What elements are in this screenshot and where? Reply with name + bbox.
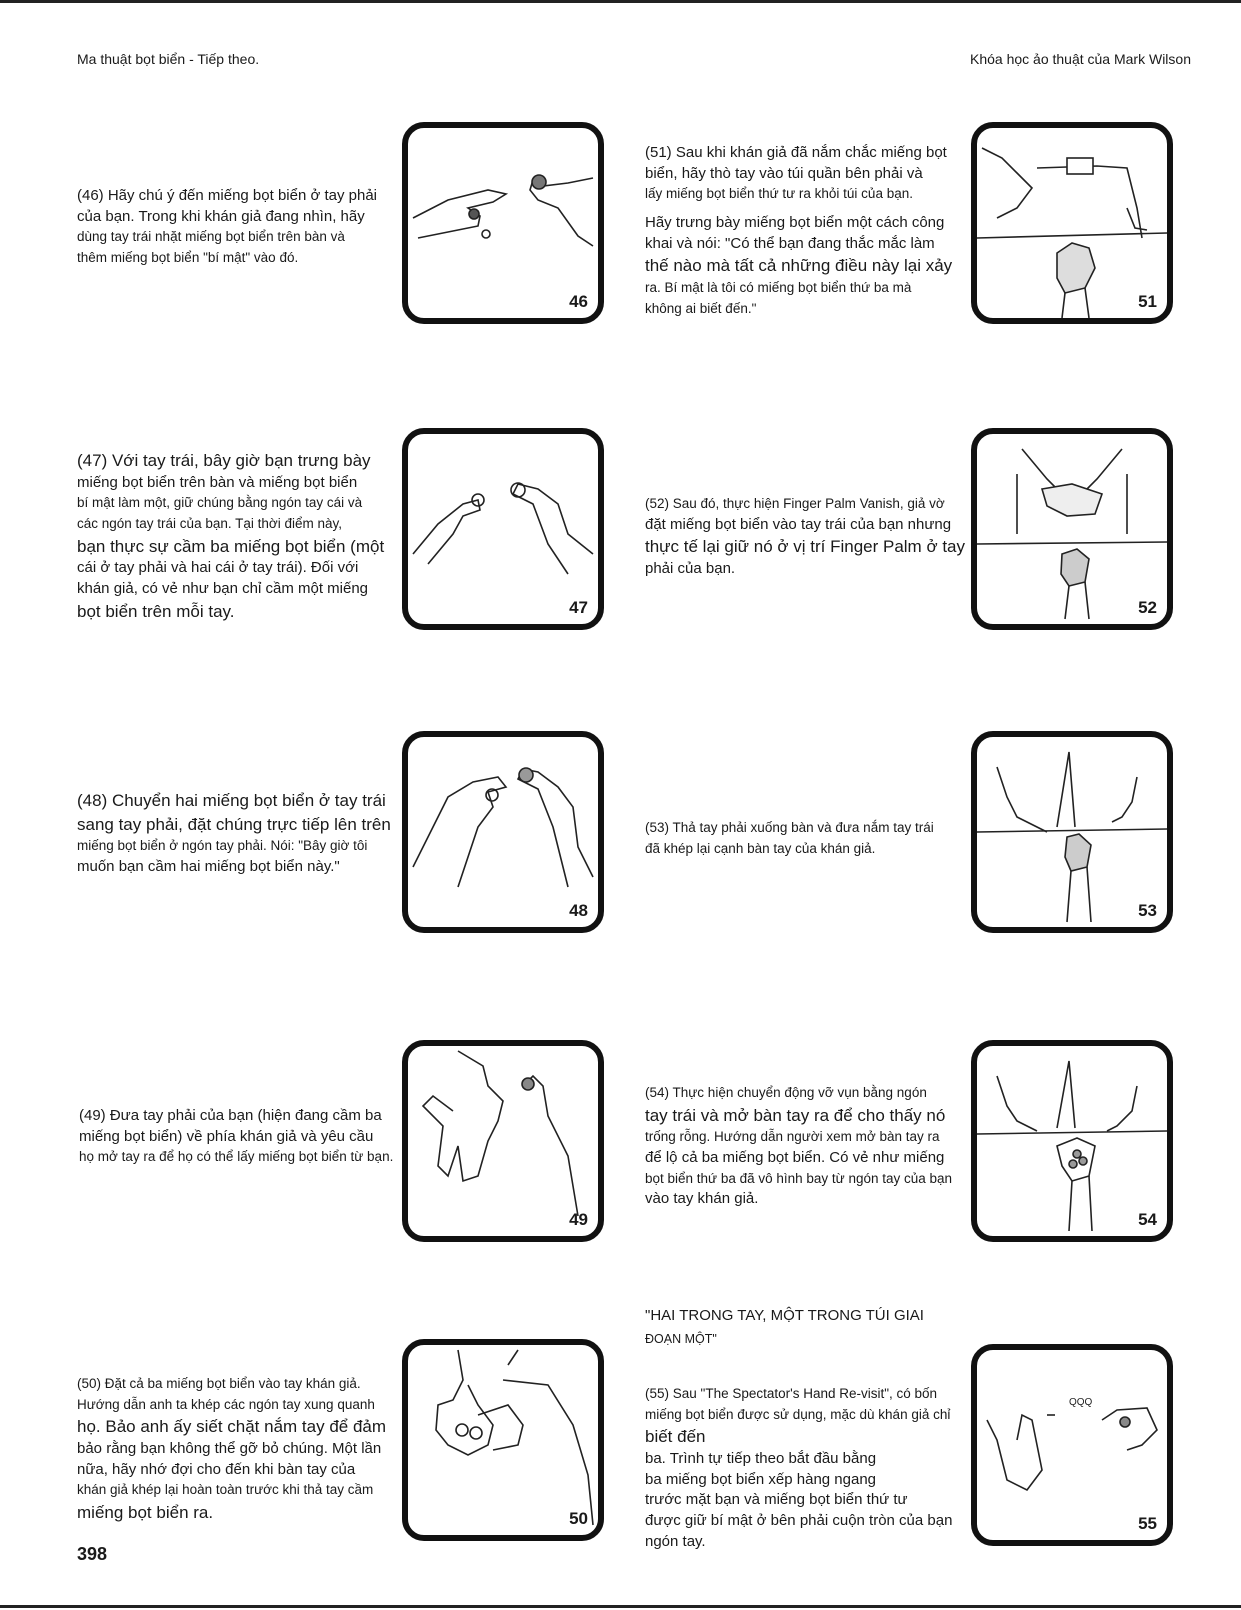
caption-line: bạn thực sự cầm ba miếng bọt biển (một xyxy=(77,536,385,556)
caption-line: khán giả khép lại hoàn toàn trước khi thả tay cầm xyxy=(77,1482,374,1498)
caption-line: các ngón tay trái của bạn. Tại thời điểm này, xyxy=(77,516,342,532)
running-header-right: Khóa học ảo thuật của Mark Wilson xyxy=(969,51,1191,67)
step-53-caption xyxy=(645,818,965,859)
caption-line: (49) Đưa tay phải của bạn (hiện đang cầm ba xyxy=(79,1107,382,1124)
figure-55-panel xyxy=(971,1344,1173,1546)
caption-line: vào tay khán giả. xyxy=(645,1190,759,1208)
step-50-caption xyxy=(77,1374,397,1525)
section-title xyxy=(645,1305,924,1350)
step-48-caption xyxy=(77,789,395,878)
caption-line: ba miếng bọt biển xếp hàng ngang xyxy=(645,1470,877,1488)
figure-54-number: 54 xyxy=(1138,1210,1157,1229)
caption-line: (53) Thả tay phải xuống bàn và đưa nắm tay trái xyxy=(645,820,934,835)
caption-line: để lộ cả ba miếng bọt biển. Có vẻ như miếng xyxy=(645,1149,945,1167)
figure-48-illustration xyxy=(408,737,598,927)
caption-line: phải của bạn. xyxy=(645,560,736,578)
caption-line: khán giả, có vẻ như bạn chỉ cầm một miếng xyxy=(77,580,369,598)
caption-line: họ mở tay ra để họ có thể lấy miếng bọt biển từ bạn. xyxy=(79,1149,394,1165)
caption-line: được giữ bí mật ở bên phải cuộn tròn của bạn xyxy=(645,1512,953,1530)
caption-line: của bạn. Trong khi khán giả đang nhìn, hãy xyxy=(77,207,365,225)
caption-line: đặt miếng bọt biển vào tay trái của bạn nhưng xyxy=(645,515,952,533)
caption-line: (55) Sau "The Spectator's Hand Re-visit", có bốn xyxy=(645,1386,938,1401)
figure-46-number: 46 xyxy=(569,292,588,311)
figure-51-number: 51 xyxy=(1138,292,1157,311)
step-47-caption xyxy=(77,449,395,624)
caption-line: ngón tay. xyxy=(645,1532,706,1550)
caption-line: tay trái và mở bàn tay ra để cho thấy nó xyxy=(645,1105,946,1125)
figure-48-panel xyxy=(402,731,604,933)
caption-line: sang tay phải, đặt chúng trực tiếp lên trên xyxy=(77,814,391,834)
caption-line: miếng bọt biển ra. xyxy=(77,1503,214,1523)
caption-line: (52) Sau đó, thực hiện Finger Palm Vanish, giả vờ xyxy=(645,496,945,511)
step-52-caption xyxy=(645,494,965,580)
caption-line: khai và nói: "Có thể bạn đang thắc mắc làm xyxy=(645,234,935,252)
figure-55-illustration xyxy=(977,1350,1167,1540)
caption-line: thực tế lại giữ nó ở vị trí Finger Palm ở tay xyxy=(645,537,965,557)
figure-47-illustration xyxy=(408,434,598,624)
figure-49-illustration xyxy=(408,1046,598,1236)
caption-line: miếng bọt biển trên bàn và miếng bọt biển xyxy=(77,473,358,491)
running-header-left: Ma thuật bọt biển - Tiếp theo. xyxy=(77,51,260,67)
figure-50-panel xyxy=(402,1339,604,1541)
figure-53-illustration xyxy=(977,737,1167,927)
step-46-caption xyxy=(77,186,382,269)
caption-line: trống rỗng. Hướng dẫn người xem mở bàn tay ra xyxy=(645,1129,940,1145)
figure-49-panel xyxy=(402,1040,604,1242)
figure-52-number: 52 xyxy=(1138,598,1157,617)
caption-line: miếng bọt biển ở ngón tay phải. Nói: "Bây giờ tôi xyxy=(77,838,368,854)
caption-line: bí mật làm một, giữ chúng bằng ngón tay cái và xyxy=(77,495,363,511)
caption-line: thế nào mà tất cả những điều này lại xảy xyxy=(645,256,953,276)
caption-line: ra. Bí mật là tôi có miếng bọt biển thứ ba mà xyxy=(645,280,912,296)
figure-51-illustration xyxy=(977,128,1167,318)
caption-line: (47) Với tay trái, bây giờ bạn trưng bày xyxy=(77,451,371,470)
caption-line: miếng bọt biển được sử dụng, mặc dù khán giả chỉ xyxy=(645,1406,951,1422)
caption-line: Hướng dẫn anh ta khép các ngón tay xung quanh xyxy=(77,1396,375,1412)
caption-line: biển, hãy thò tay vào túi quần bên phải và xyxy=(645,164,923,182)
caption-line: ba. Trình tự tiếp theo bắt đầu bằng xyxy=(645,1450,877,1468)
caption-line: biết đến xyxy=(645,1427,706,1447)
spectator-sponges-label: QQQ xyxy=(1069,1397,1093,1408)
figure-53-panel xyxy=(971,731,1173,933)
caption-line: dùng tay trái nhặt miếng bọt biển trên bàn và xyxy=(77,229,345,245)
page-number: 398 xyxy=(77,1544,108,1564)
section-title-line: "HAI TRONG TAY, MỘT TRONG TÚI GIAI xyxy=(645,1307,924,1324)
figure-55-number: 55 xyxy=(1138,1514,1157,1533)
caption-line: đã khép lại cạnh bàn tay của khán giả. xyxy=(645,840,876,856)
caption-line: (51) Sau khi khán giả đã nắm chắc miếng bọt xyxy=(645,144,947,161)
figure-51-panel xyxy=(971,122,1173,324)
caption-line: cái ở tay phải và hai cái ở tay trái). Đối với xyxy=(77,559,359,577)
step-51-caption xyxy=(645,143,965,320)
figure-46-illustration xyxy=(408,128,598,318)
top-rule xyxy=(0,0,1241,3)
bottom-rule xyxy=(0,1605,1241,1608)
section-title-line: ĐOẠN MỘT" xyxy=(645,1331,717,1346)
caption-line: miếng bọt biển) về phía khán giả và yêu cầu xyxy=(79,1127,374,1145)
figure-47-panel xyxy=(402,428,604,630)
figure-54-panel xyxy=(971,1040,1173,1242)
caption-line: nữa, hãy nhớ đợi cho đến khi bàn tay của xyxy=(77,1460,356,1478)
caption-line: (46) Hãy chú ý đến miếng bọt biển ở tay phải xyxy=(77,187,378,204)
caption-line: (50) Đặt cả ba miếng bọt biển vào tay khán giả. xyxy=(77,1376,361,1391)
step-54-caption xyxy=(645,1083,965,1210)
figure-47-number: 47 xyxy=(569,598,588,617)
caption-line: không ai biết đến." xyxy=(645,300,757,316)
figure-50-illustration xyxy=(408,1345,598,1535)
caption-line: thêm miếng bọt biển "bí mật" vào đó. xyxy=(77,250,299,266)
caption-line: muốn bạn cầm hai miếng bọt biển này." xyxy=(77,858,340,876)
caption-line: Hãy trưng bày miếng bọt biển một cách công xyxy=(645,214,945,232)
figure-48-number: 48 xyxy=(569,901,588,920)
caption-line: bọt biển thứ ba đã vô hình bay từ ngón tay của bạn xyxy=(645,1170,953,1186)
caption-line: bảo rằng bạn không thể gỡ bỏ chúng. Một lần xyxy=(77,1440,382,1458)
figure-54-illustration xyxy=(977,1046,1167,1236)
caption-line: bọt biển trên mỗi tay. xyxy=(77,601,235,621)
caption-line: (54) Thực hiện chuyển động vỡ vụn bằng ngón xyxy=(645,1085,927,1100)
caption-line: lấy miếng bọt biển thứ tư ra khỏi túi của bạn. xyxy=(645,186,913,202)
caption-line: trước mặt bạn và miếng bọt biển thứ tư xyxy=(645,1491,908,1509)
figure-50-number: 50 xyxy=(569,1509,588,1528)
figure-49-number: 49 xyxy=(569,1210,588,1229)
caption-line: (48) Chuyển hai miếng bọt biển ở tay trái xyxy=(77,791,386,810)
figure-52-illustration xyxy=(977,434,1167,624)
caption-line: họ. Bảo anh ấy siết chặt nắm tay để đảm xyxy=(77,1417,387,1437)
figure-53-number: 53 xyxy=(1138,901,1157,920)
figure-52-panel xyxy=(971,428,1173,630)
step-49-caption xyxy=(79,1106,397,1168)
figure-46-panel xyxy=(402,122,604,324)
step-55-caption xyxy=(645,1384,965,1553)
